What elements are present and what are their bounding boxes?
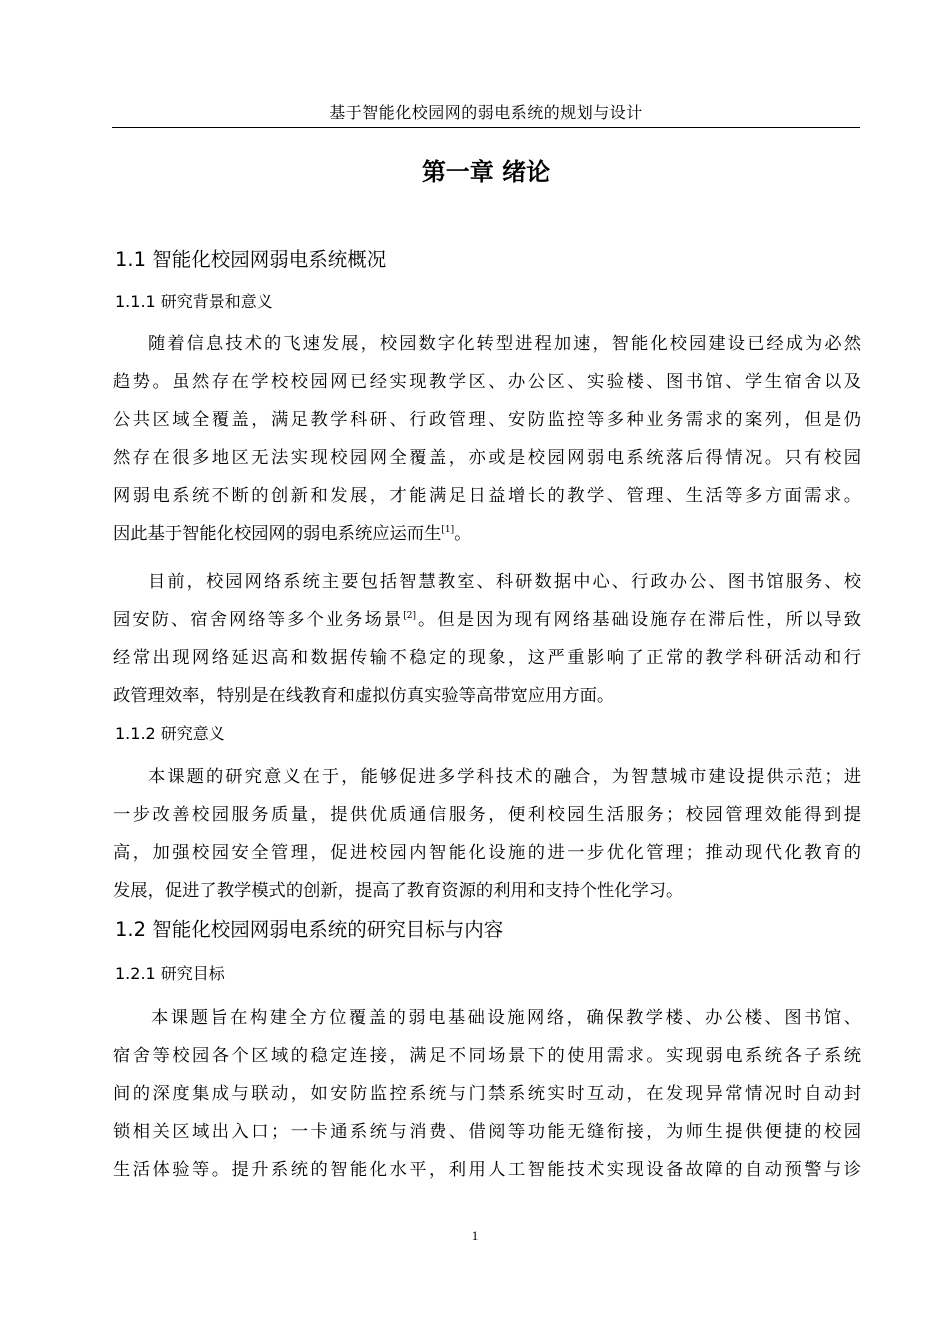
subsection-heading-1-1-1: 1.1.1 研究背景和意义 <box>115 292 273 311</box>
header-rule <box>112 127 860 128</box>
subsection-heading-1-1-2: 1.1.2 研究意义 <box>115 724 225 743</box>
text-line: 因此基于智能化校园网的弱电系统应运而生[1]。 <box>113 524 472 544</box>
text-line: 趋势。虽然存在学校校园网已经实现教学区、办公区、实验楼、图书馆、学生宿舍以及 <box>113 372 861 392</box>
text-line: 宿舍等校园各个区域的稳定连接，满足不同场景下的使用需求。实现弱电系统各子系统 <box>113 1046 861 1066</box>
chapter-title: 第一章 绪论 <box>421 158 551 186</box>
text-line: 经常出现网络延迟高和数据传输不稳定的现象，这严重影响了正常的教学科研活动和行 <box>113 648 861 668</box>
text-line: 网弱电系统不断的创新和发展，才能满足日益增长的教学、管理、生活等多方面需求。 <box>113 486 861 506</box>
text-line: 然存在很多地区无法实现校园网全覆盖，亦或是校园网弱电系统落后得情况。只有校园 <box>113 448 861 468</box>
text-line: 发展，促进了教学模式的创新，提高了教育资源的利用和支持个性化学习。 <box>113 881 684 901</box>
text-line: 锁相关区域出入口；一卡通系统与消费、借阅等功能无缝衔接，为师生提供便捷的校园 <box>113 1122 861 1142</box>
text-line: 目前，校园网络系统主要包括智慧教室、科研数据中心、行政办公、图书馆服务、校 <box>148 572 861 592</box>
subsection-heading-1-2-1: 1.2.1 研究目标 <box>115 964 225 983</box>
text-line: 生活体验等。提升系统的智能化水平，利用人工智能技术实现设备故障的自动预警与诊 <box>113 1160 861 1180</box>
text-line: 政管理效率，特别是在线教育和虚拟仿真实验等高带宽应用方面。 <box>113 686 615 706</box>
text-line: 高，加强校园安全管理，促进校园内智能化设施的进一步优化管理；推动现代化教育的 <box>113 843 861 863</box>
text-line: 间的深度集成与联动，如安防监控系统与门禁系统实时互动，在发现异常情况时自动封 <box>113 1084 861 1104</box>
citation-ref-1[interactable]: [1] <box>441 525 455 535</box>
page-header: 基于智能化校园网的弱电系统的规划与设计 <box>329 103 643 122</box>
section-heading-1-1: 1.1 智能化校园网弱电系统概况 <box>115 248 387 271</box>
text-line: 本课题旨在构建全方位覆盖的弱电基础设施网络，确保教学楼、办公楼、图书馆、 <box>151 1008 861 1028</box>
section-heading-1-2: 1.2 智能化校园网弱电系统的研究目标与内容 <box>115 918 504 941</box>
text-line: 公共区域全覆盖，满足教学科研、行政管理、安防监控等多种业务需求的案列，但是仍 <box>113 410 861 430</box>
citation-ref-2[interactable]: [2] <box>403 611 416 621</box>
text-line: 本课题的研究意义在于，能够促进多学科技术的融合，为智慧城市建设提供示范；进 <box>148 767 861 787</box>
page-number: 1 <box>471 1228 479 1243</box>
text-line: 园安防、宿舍网络等多个业务场景[2]。但是因为现有网络基础设施存在滞后性，所以导致 <box>113 610 861 630</box>
text-line: 一步改善校园服务质量，提供优质通信服务，便利校园生活服务；校园管理效能得到提 <box>113 805 861 825</box>
text-line: 随着信息技术的飞速发展，校园数字化转型进程加速，智能化校园建设已经成为必然 <box>148 334 861 354</box>
